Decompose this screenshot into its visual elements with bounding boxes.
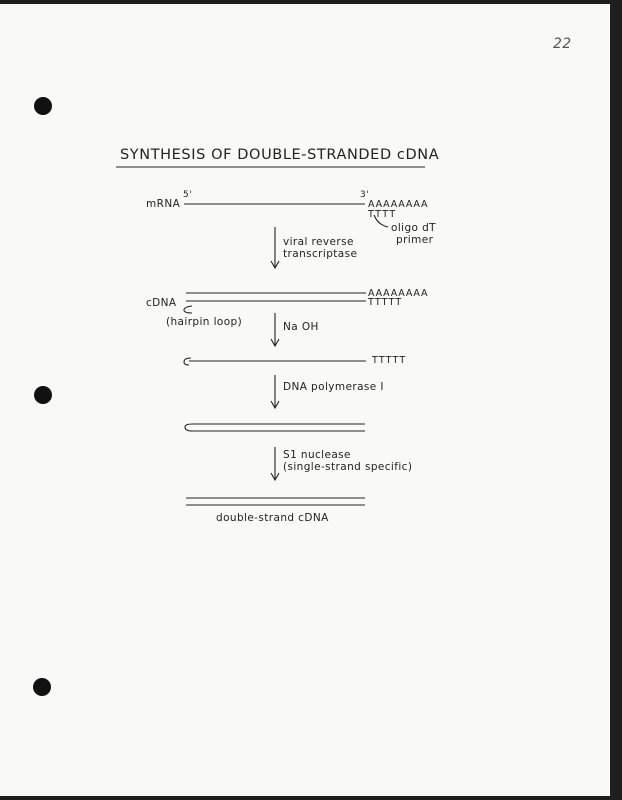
step-1-line-2: transcriptase — [283, 248, 358, 260]
mrna-label: mRNA — [146, 198, 181, 210]
step-4-line-1: S1 nuclease — [283, 449, 351, 461]
arrow-down-icon — [271, 313, 279, 346]
oligo-dt-label: oligo dT — [391, 222, 436, 234]
poly-a-tail-hybrid: AAAAAAAA — [368, 288, 429, 299]
primer-label: primer — [396, 234, 434, 246]
arrow-down-icon — [271, 227, 279, 268]
oligo-t-sequence-hybrid: TTTTT — [368, 297, 403, 308]
arrow-down-icon — [271, 447, 279, 480]
step-1-line-1: viral reverse — [283, 236, 354, 248]
five-prime-label: 5' — [183, 190, 193, 200]
three-prime-label: 3' — [360, 190, 370, 200]
page-number: 22 — [553, 36, 572, 52]
cdna-label: cDNA — [146, 297, 177, 309]
arrow-down-icon — [271, 375, 279, 408]
step-2-line-1: Na OH — [283, 321, 319, 333]
oligo-t-sequence: TTTT — [368, 209, 397, 220]
step-3-line-1: DNA polymerase I — [283, 381, 384, 393]
hairpin-loop-curve — [184, 306, 192, 313]
oligo-t-sequence-single: TTTTT — [372, 355, 407, 366]
page-title: SYNTHESIS OF DOUBLE-STRANDED cDNA — [120, 147, 440, 163]
double-strand-with-loop — [185, 424, 365, 431]
step-4-line-2: (single-strand specific) — [283, 461, 413, 473]
hairpin-loop-label: (hairpin loop) — [166, 316, 243, 328]
poly-a-tail: AAAAAAAA — [368, 199, 429, 210]
double-strand-cdna-label: double-strand cDNA — [216, 512, 329, 524]
